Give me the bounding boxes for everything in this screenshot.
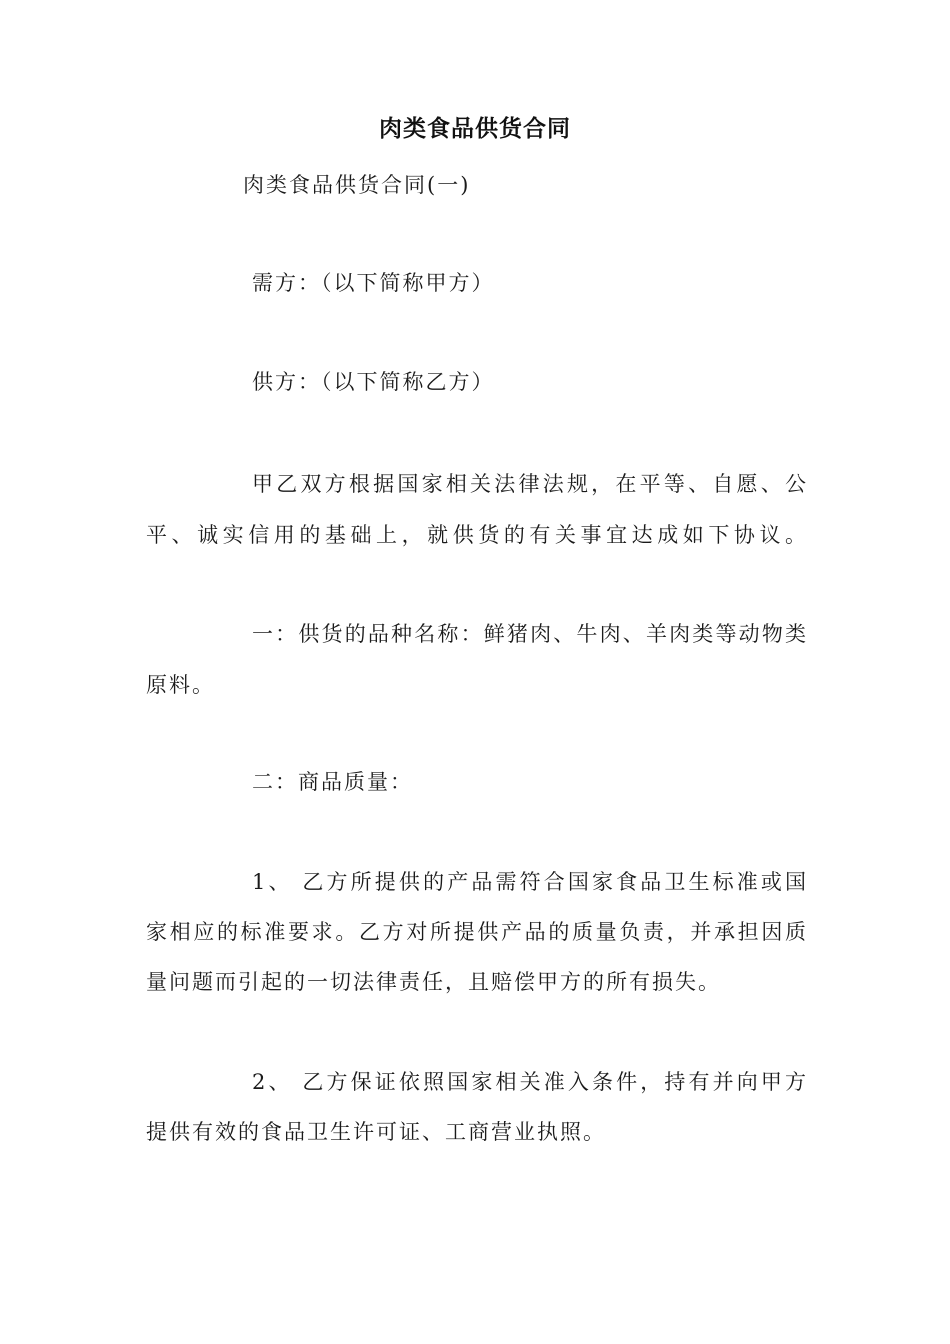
document-title: 肉类食品供货合同 bbox=[379, 116, 571, 142]
contract-subtitle: 肉类食品供货合同(一) bbox=[243, 173, 471, 197]
clause-2-heading: 二：商品质量： bbox=[252, 770, 413, 794]
preamble-line-1: 甲乙双方根据国家相关法律法规，在平等、自愿、公 bbox=[252, 472, 806, 496]
preamble-line-2: 平、诚实信用的基础上，就供货的有关事宜达成如下协议。 bbox=[146, 523, 806, 547]
item-1-line-2: 家相应的标准要求。乙方对所提供产品的质量负责，并承担因质 bbox=[146, 920, 806, 944]
clause-1-line-1: 一：供货的品种名称：鲜猪肉、牛肉、羊肉类等动物类 bbox=[252, 622, 806, 646]
item-2-line-1: 2、 乙方保证依照国家相关准入条件，持有并向甲方 bbox=[252, 1070, 806, 1094]
supplier-line: 供方：（以下简称乙方） bbox=[252, 370, 495, 394]
item-1-line-1: 1、 乙方所提供的产品需符合国家食品卫生标准或国 bbox=[252, 870, 806, 894]
item-1-line-3: 量问题而引起的一切法律责任，且赔偿甲方的所有损失。 bbox=[146, 970, 721, 994]
buyer-line: 需方：（以下简称甲方） bbox=[252, 271, 495, 295]
clause-1-line-2: 原料。 bbox=[146, 673, 215, 697]
item-2-line-2: 提供有效的食品卫生许可证、工商营业执照。 bbox=[146, 1120, 606, 1144]
